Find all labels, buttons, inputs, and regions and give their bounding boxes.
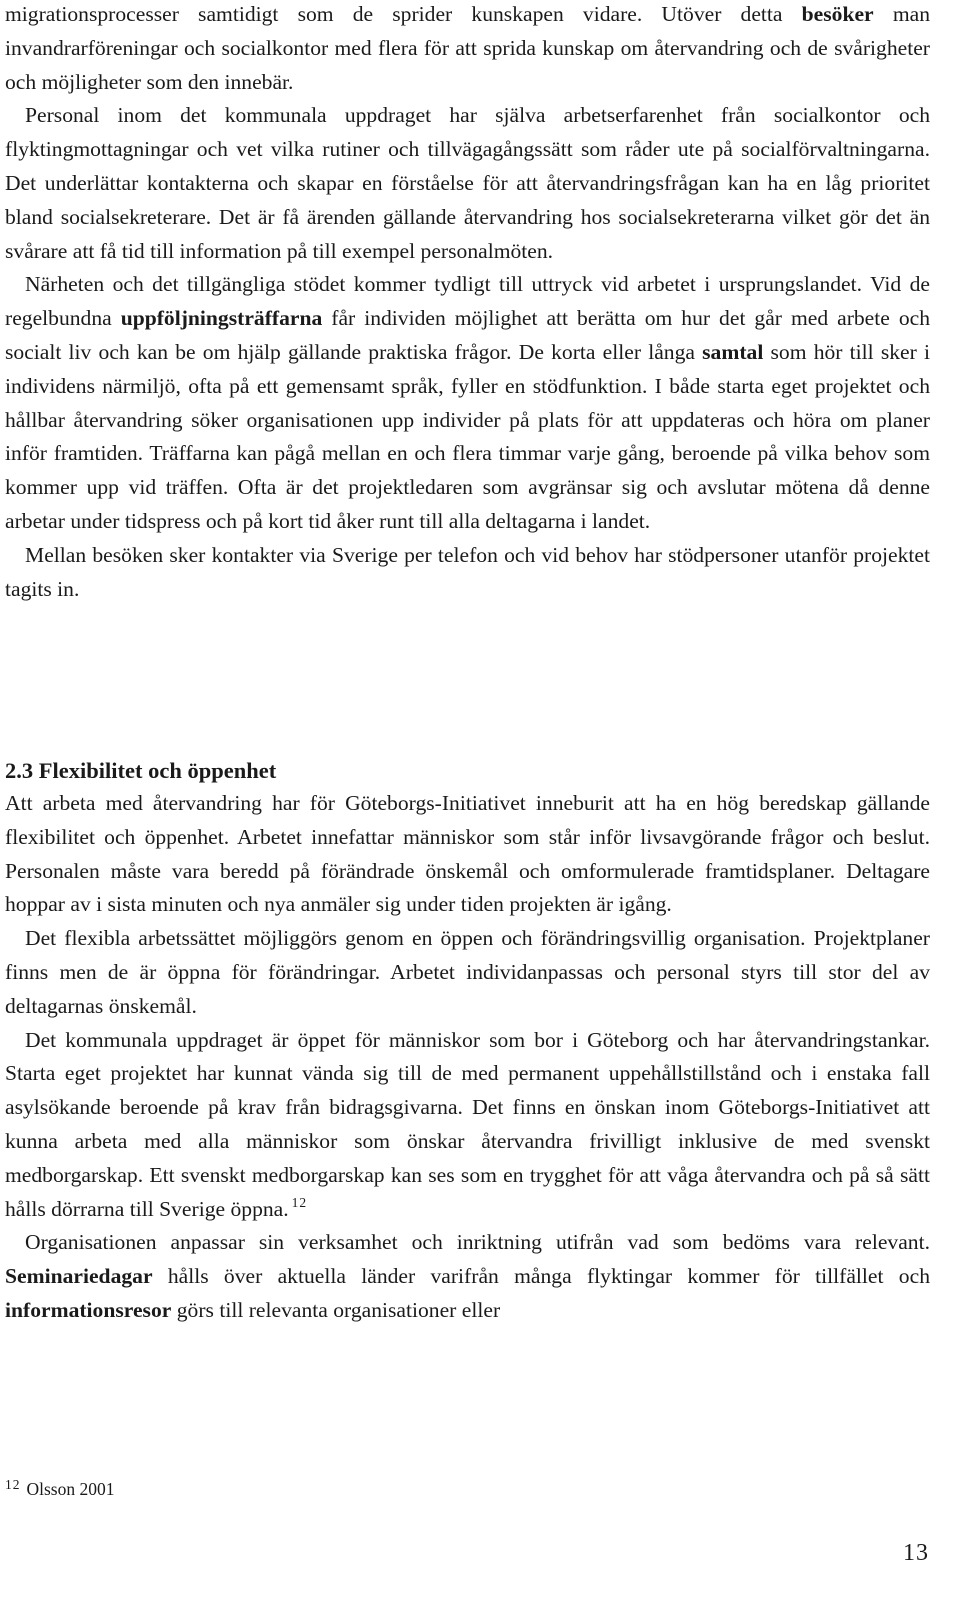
- bold-term: samtal: [702, 339, 764, 364]
- paragraph: [5, 1024, 930, 1227]
- section-heading: 2.3 Flexibilitet och öppenhet: [5, 758, 277, 783]
- bold-term: Seminariedagar: [5, 1264, 153, 1289]
- text-run: man invandrarföreningar och socialkontor med flera för att sprida kunskap om återvandring och de svårigheter och möjligheter som den innebär.: [5, 2, 930, 94]
- bold-term: informationsresor: [5, 1297, 172, 1322]
- footnote-text: Olsson 2001: [26, 1479, 115, 1499]
- paragraph: Det flexibla arbetssättet möjliggörs genom en öppen och förändringsvillig organisation. Projektplaner finns men de är öppna för förändringar. Arbetet individanpassas och personal styrs till stor del av deltagarnas önskemål.: [5, 926, 930, 1018]
- footnote: [5, 1474, 115, 1500]
- text-run: som hör till sker i individens närmiljö, ofta på ett gemensamt språk, fyller en stödfunktion. I både starta eget projektet och hållbar återvandring söker organisationen upp individer på plats för att uppdateras och höra om planer inför framtiden. Träffarna kan pågå mellan en och flera timmar varje gång, beroende på vilka behov som kommer upp vid träffen. Ofta är det projektledaren som avgränsar sig och avslutar mötena då denne arbetar under tidspress och på kort tid åker runt till alla deltagarna i landet.: [5, 339, 930, 533]
- text-run: får individen möjlighet att berätta om hur det går med arbete och socialt liv och kan be om hjälp gällande praktiska frågor. De korta eller långa: [5, 306, 930, 364]
- text-run: Det kommunala uppdraget är öppet för människor som bor i Göteborg och har återvandringstankar. Starta eget projektet har kunnat vända sig till de med permanent uppehållstillstånd och i enstaka fall asylsökande beroende på krav från bidragsgivarna. Det finns en önskan inom Göteborgs-Initiativet att kunna arbeta med alla människor som önskar återvandra frivilligt inklusive de med svenskt medborgarskap. Ett svenskt medborgarskap kan ses som en trygghet för att våga återvandra och på så sätt hålls dörrarna till Sverige öppna.: [5, 1027, 930, 1221]
- page-number: 13: [903, 1540, 929, 1566]
- body-text-block-2: [5, 787, 930, 1328]
- footnote-reference[interactable]: 12: [291, 1194, 308, 1210]
- body-text-block-1: [5, 0, 930, 606]
- paragraph: [5, 0, 930, 99]
- text-run: Närheten och det tillgängliga stödet kommer tydligt till uttryck vid arbetet i ursprungslandet. Vid de regelbundna: [5, 272, 930, 331]
- bold-term: besöker: [801, 2, 874, 26]
- bold-term: uppföljningsträffarna: [120, 306, 323, 331]
- paragraph: Personal inom det kommunala uppdraget har själva arbetserfarenhet från socialkontor och flyktingmottagningar och vet vilka rutiner och tillvägagångssätt som råder ute på socialförvaltningarna. Det underlättar kontakterna och skapar en förståelse för att återvandringsfrågan kan ha en låg prioritet bland socialsekreterare. Det är få ärenden gällande återvandring hos socialsekreterarna vilket gör det än svårare att få tid till information på till exempel personalmöten.: [5, 103, 930, 263]
- paragraph: [5, 1226, 930, 1327]
- footnote-number: 12: [5, 1477, 21, 1492]
- paragraph: Att arbeta med återvandring har för Göteborgs-Initiativet inneburit att ha en hög beredskap gällande flexibilitet och öppenhet. Arbetet innefattar människor som står inför livsavgörande frågor och beslut. Personalen måste vara beredd på förändrade önskemål och omformulerade framtidsplaner. Deltagare hoppar av i sista minuten och nya anmäler sig under tiden projekten är igång.: [5, 791, 930, 917]
- paragraph: Mellan besöken sker kontakter via Sverige per telefon och vid behov har stödpersoner utanför projektet tagits in.: [5, 542, 930, 601]
- text-run: Organisationen anpassar sin verksamhet och inriktning utifrån vad som bedöms vara relevant.: [25, 1230, 930, 1255]
- text-run: migrationsprocesser samtidigt som de sprider kunskapen vidare. Utöver detta: [5, 2, 802, 26]
- text-run: görs till relevanta organisationer eller: [171, 1297, 501, 1322]
- text-run: hålls över aktuella länder varifrån många flyktingar kommer för tillfället och: [152, 1264, 930, 1289]
- paragraph: [5, 268, 930, 538]
